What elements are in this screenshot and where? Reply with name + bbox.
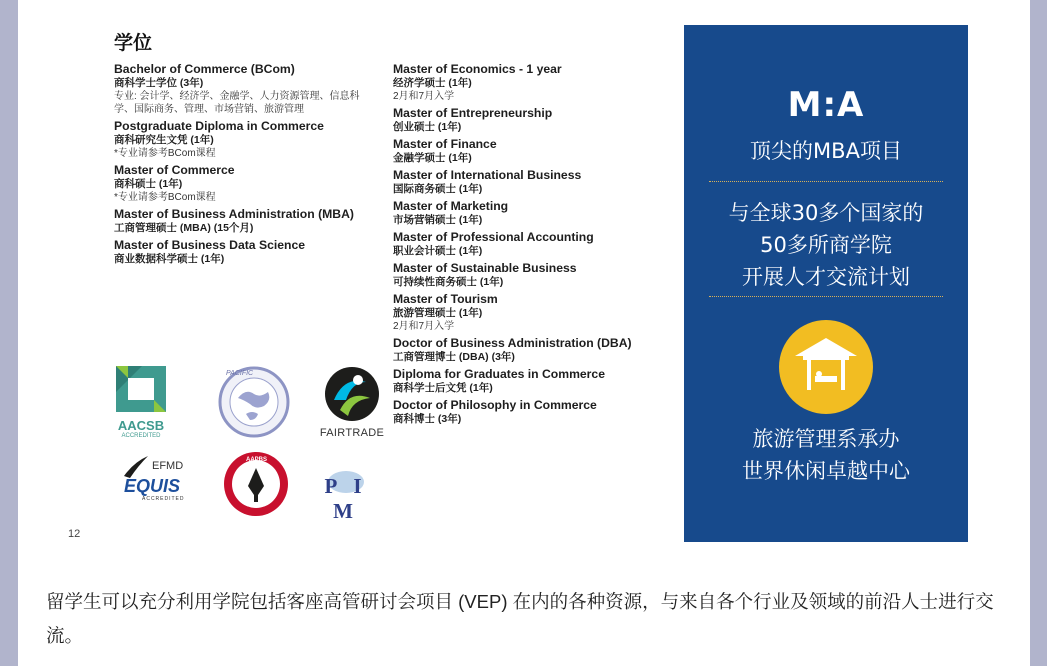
efmd-text: EFMD [152,460,184,472]
panel-divider [709,296,943,297]
program-name-cn: 工商管理博士 (DBA) (3年) [393,351,515,363]
program-item [114,163,384,204]
fairtrade-mark-icon [318,366,386,422]
program-name-en: Master of Entrepreneurship [393,106,553,120]
panel-divider [709,181,943,182]
program-note: 专业: 会计学、经济学、金融学、人力资源管理、信息科学、国际商务、管理、市场营销、旅游管理 [114,91,360,115]
program-note: 2月和7月入学 [393,91,455,102]
pim-text: P I M [324,474,368,523]
brochure-page [18,0,1030,558]
program-name-en: Bachelor of Commerce (BCom) [114,62,295,76]
house-bed-icon [779,320,873,414]
equis-sub-text: ACCREDITED [142,496,185,502]
program-name-cn: 商科博士 (3年) [393,413,462,425]
program-name-en: Master of Business Data Science [114,238,306,252]
aacsb-text: AACSB [117,418,165,433]
program-item [114,62,384,116]
page-title: 学位 [114,33,153,54]
program-item [393,336,663,364]
efmd-swoosh-icon [122,454,152,478]
aapbs-text: AAPBS [246,457,268,463]
pim-logo [306,470,386,523]
program-name-cn: 市场营销硕士 (1年) [393,214,483,226]
accreditation-logos [106,362,386,522]
caption-paragraph: 留学生可以充分利用学院包括客座高管研讨会项目 (VEP) 在内的各种资源，与来自各个行业及领域的前沿人士进行交流。 [46,591,994,646]
program-name-en: Doctor of Business Administration (DBA) [393,336,632,350]
program-name-cn: 商科学士学位 (3年) [114,77,204,89]
pacific-seal-logo [216,364,292,440]
program-name-en: Master of Business Administration (MBA) [114,207,354,221]
page-number: 12 [68,528,81,540]
content-frame [18,0,1030,666]
mba-logo: M:A [787,85,865,125]
aacsb-logo [112,366,170,440]
program-item [393,230,663,258]
program-name-en: Doctor of Philosophy in Commerce [393,398,597,412]
fairtrade-logo [318,366,386,442]
program-item [393,106,663,134]
program-name-en: Diploma for Graduates in Commerce [393,367,605,381]
program-note: *专业请参考BCom课程 [114,148,216,159]
program-name-en: Master of Economics - 1 year [393,62,562,76]
equis-text: EQUIS [124,476,181,496]
program-name-cn: 可持续性商务硕士 (1年) [393,276,504,288]
program-item [393,168,663,196]
panel-exchange-line-3: 开展人才交流计划 [742,265,910,289]
program-name-en: Master of Tourism [393,292,498,306]
panel-exchange-line-1: 与全球30多个国家的 [728,201,924,225]
mba-promo-panel [684,25,968,542]
program-item [393,398,663,426]
program-name-cn: 商业数据科学硕士 (1年) [114,253,225,265]
program-name-cn: 旅游管理硕士 (1年) [393,307,483,319]
program-item [114,119,384,160]
program-name-en: Master of International Business [393,168,582,182]
aacsb-sub-text: ACCREDITED [121,433,161,439]
program-name-en: Master of Finance [393,137,497,151]
panel-exchange-line-2: 50多所商学院 [760,233,892,257]
program-item [393,137,663,165]
program-item [393,199,663,227]
program-name-en: Master of Professional Accounting [393,230,594,244]
program-name-cn: 国际商务硕士 (1年) [393,183,483,195]
program-name-en: Master of Sustainable Business [393,261,577,275]
program-list-left [114,62,384,269]
program-name-en: Master of Marketing [393,199,509,213]
program-item [114,238,384,266]
program-name-cn: 经济学硕士 (1年) [393,77,472,89]
program-list-right [393,62,663,429]
program-item [114,207,384,235]
program-item [393,292,663,333]
program-name-cn: 工商管理硕士 (MBA) (15个月) [114,222,254,234]
hospitality-icon [779,320,873,414]
program-name-cn: 金融学硕士 (1年) [393,152,472,164]
program-name-cn: 商科学士后文凭 (1年) [393,382,493,394]
panel-headline: 顶尖的MBA项目 [750,139,902,163]
program-name-cn: 商科研究生文凭 (1年) [114,134,214,146]
program-name-en: Master of Commerce [114,163,235,177]
panel-tourism-line-1: 旅游管理系承办 [752,427,900,451]
program-name-cn: 创业硕士 (1年) [393,121,462,133]
fairtrade-text: FAIRTRADE [319,427,385,439]
aapbs-seal-logo [222,450,290,518]
equis-logo [120,454,200,512]
aacsb-emblem-icon [112,366,170,414]
program-name-en: Postgraduate Diploma in Commerce [114,119,324,133]
program-note: 2月和7月入学 [393,321,455,332]
program-note: *专业请参考BCom课程 [114,192,216,203]
panel-tourism-line-2: 世界休闲卓越中心 [742,459,910,483]
pacific-text: PACIFIC [226,370,254,377]
program-name-cn: 商科硕士 (1年) [114,178,183,190]
program-item [393,62,663,103]
program-item [393,261,663,289]
program-item [393,367,663,395]
program-name-cn: 职业会计硕士 (1年) [393,245,483,257]
